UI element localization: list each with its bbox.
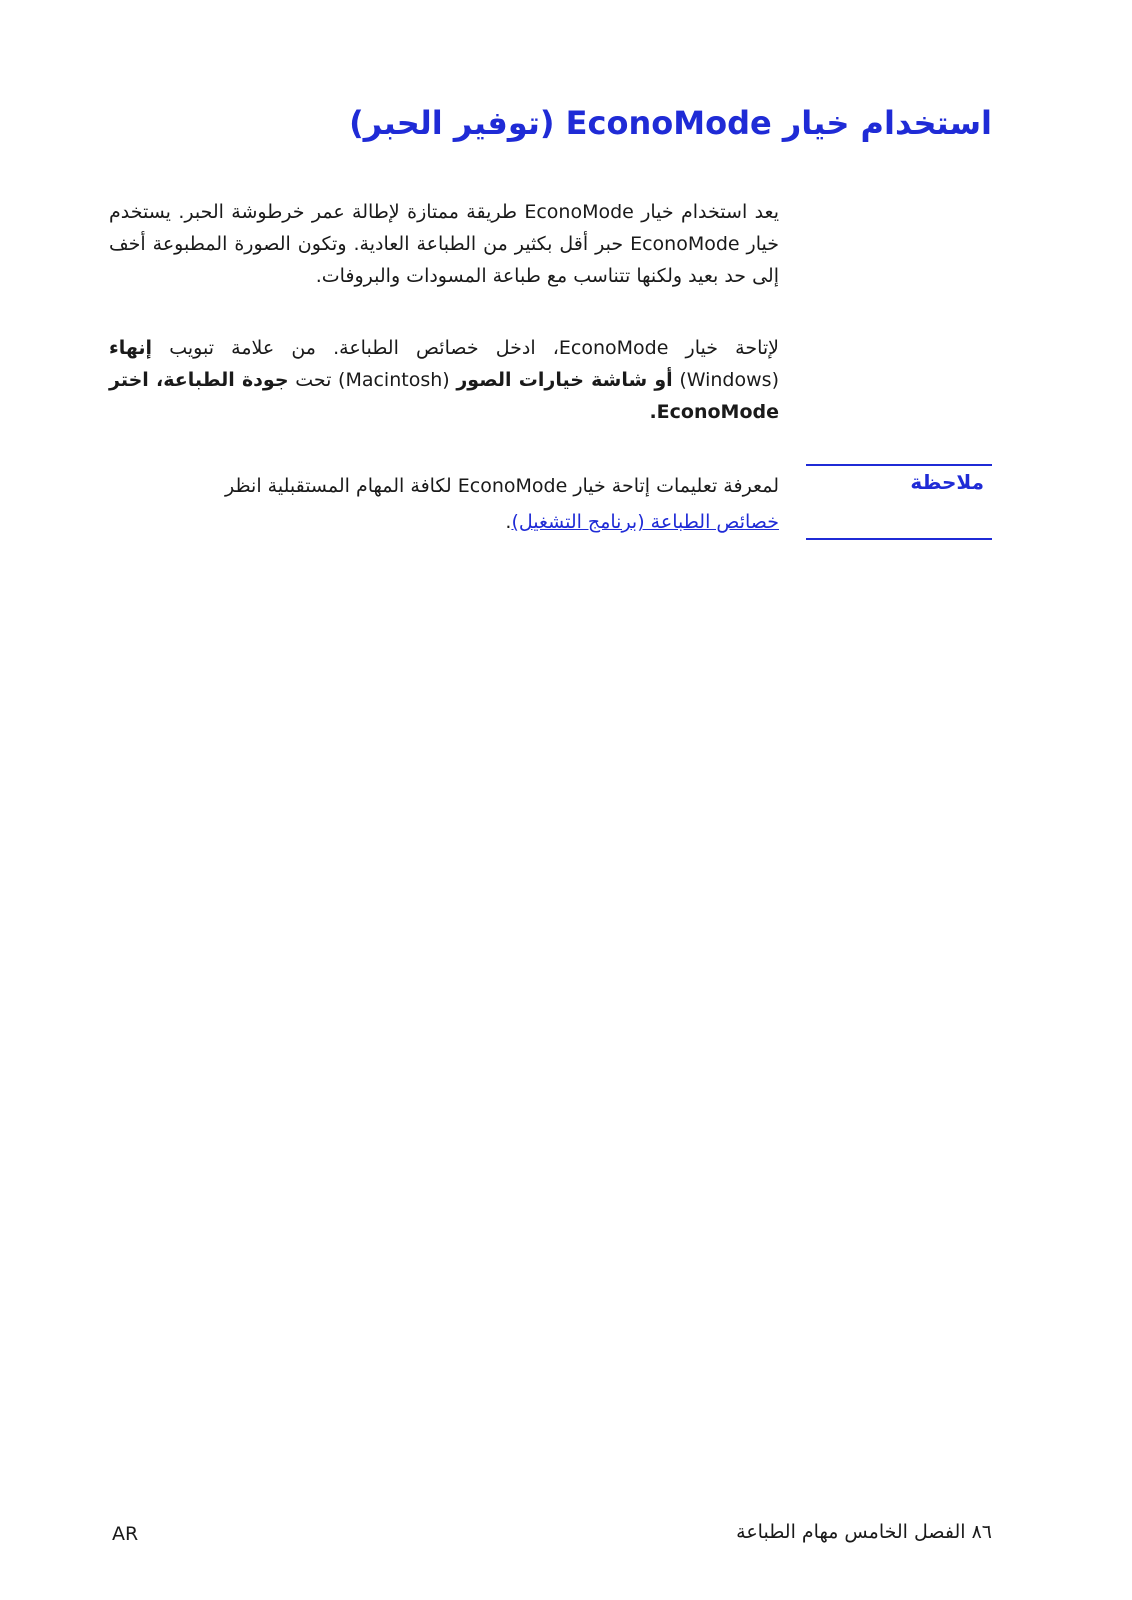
note-body: لمعرفة تعليمات إتاحة خيار EconoMode لكافة المهام المستقبلية انظر [224, 475, 779, 497]
intro-paragraph: يعد استخدام خيار EconoMode طريقة ممتازة لإطالة عمر خرطوشة الحبر. يستخدم خيار EconoMode حبر أقل بكثير من الطباعة العادية. وتكون الصورة المطبوعة أخف إلى حد بعيد ولكنها تتناسب مع طباعة المسودات والبروفات. [109, 201, 780, 287]
note-label: ملاحظة [910, 470, 984, 494]
instructions-paragraph [109, 332, 779, 428]
instructions-text-2: (Windows) [679, 369, 779, 391]
instructions-text-1: لإتاحة خيار EconoMode، ادخل خصائص الطباعة. من علامة تبويب [169, 337, 779, 359]
instructions-text-3: (Macintosh) تحت [295, 369, 450, 391]
footer-chapter: ٨٦ الفصل الخامس مهام الطباعة [736, 1521, 992, 1543]
print-properties-link[interactable]: خصائص الطباعة (برنامج التشغيل) [511, 511, 779, 533]
title-part-2: (توفير الحبر) [349, 104, 555, 142]
note-divider-top [806, 464, 992, 466]
note-period: . [505, 511, 512, 533]
note-divider-bottom [806, 538, 992, 540]
instructions-bold-finish: إنهاء [109, 337, 153, 359]
page-title [92, 104, 992, 142]
footer-language: AR [112, 1523, 139, 1545]
instructions-bold-print-quality: جودة الطباعة، اختر EconoMode. [109, 369, 779, 423]
instructions-bold-image-options: أو شاشة خيارات الصور [456, 369, 673, 391]
title-part-en: EconoMode [565, 104, 772, 142]
note-text [79, 468, 779, 540]
title-part-1: استخدام خيار [782, 104, 992, 142]
